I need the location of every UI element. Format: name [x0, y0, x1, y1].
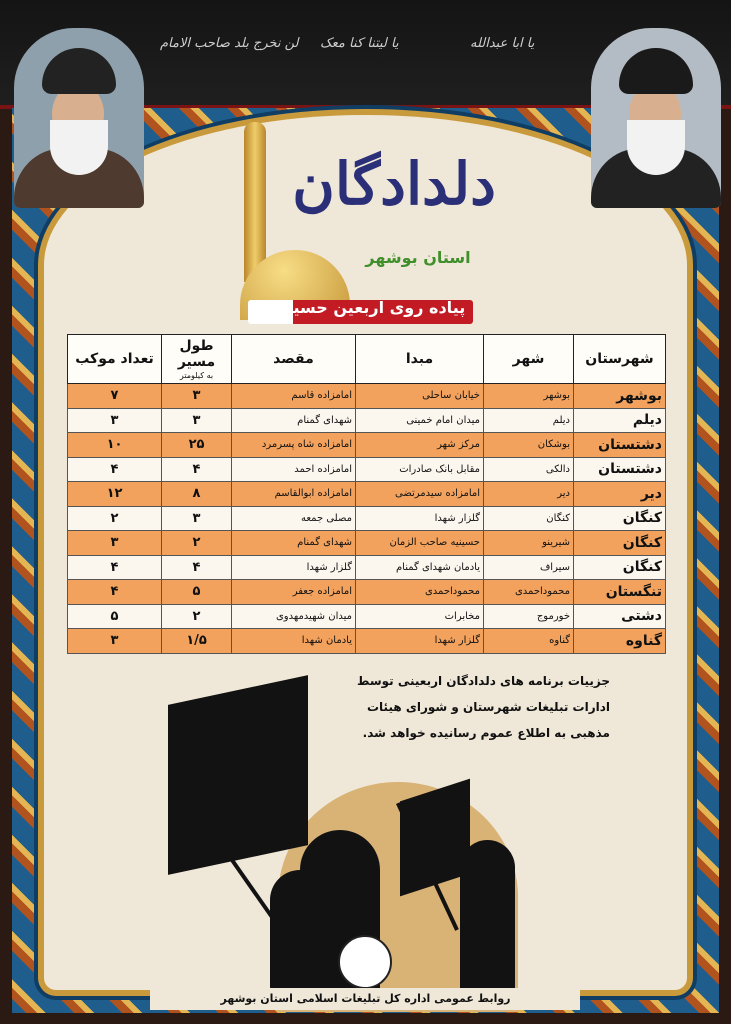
- cell-length: ۲: [162, 604, 232, 629]
- column-header-mawkib-count: تعداد موکب: [68, 335, 162, 384]
- cell-origin: گلزار شهدا: [356, 506, 484, 531]
- cell-origin: گلزار شهدا: [356, 629, 484, 654]
- notice-line-2: ادارات تبلیغات شهرستان و شورای هیئات: [366, 700, 610, 714]
- cell-length: ۴: [162, 555, 232, 580]
- cell-length: ۸: [162, 482, 232, 507]
- cell-city: سیراف: [484, 555, 574, 580]
- cell-mawkib-count: ۱۲: [68, 482, 162, 507]
- banner-calligraphy-1: لن نخرج بلد صاحب الامام: [160, 36, 299, 51]
- table-row: [68, 555, 666, 580]
- cell-mawkib-count: ۴: [68, 457, 162, 482]
- cell-county: کنگان: [574, 555, 666, 580]
- cell-mawkib-count: ۴: [68, 555, 162, 580]
- column-header-length: [162, 335, 232, 384]
- cell-length: ۵: [162, 580, 232, 605]
- cell-mawkib-count: ۱۰: [68, 433, 162, 458]
- cell-destination: مصلی جمعه: [232, 506, 356, 531]
- cell-destination: گلزار شهدا: [232, 555, 356, 580]
- table-row: [68, 384, 666, 409]
- cell-mawkib-count: ۵: [68, 604, 162, 629]
- cell-mawkib-count: ۳: [68, 531, 162, 556]
- cell-destination: میدان شهیدمهدوی: [232, 604, 356, 629]
- cell-origin: مخابرات: [356, 604, 484, 629]
- cell-origin: یادمان شهدای گمنام: [356, 555, 484, 580]
- cell-city: بوشهر: [484, 384, 574, 409]
- table-row: [68, 457, 666, 482]
- table-row: [68, 580, 666, 605]
- cell-destination: امامزاده شاه پسرمرد: [232, 433, 356, 458]
- column-header-city: شهر: [484, 335, 574, 384]
- table-row: [68, 531, 666, 556]
- cell-destination: امامزاده احمد: [232, 457, 356, 482]
- cell-city: گناوه: [484, 629, 574, 654]
- flag-left: [168, 675, 308, 875]
- cell-county: دیر: [574, 482, 666, 507]
- cell-mawkib-count: ۴: [68, 580, 162, 605]
- column-header-length-label: طول مسیر: [177, 338, 216, 370]
- pilgrim-silhouette-2: [270, 870, 330, 990]
- notice-line-1: جزییات برنامه های دلدادگان اربعینی توسط: [357, 674, 610, 688]
- cell-length: ۲۵: [162, 433, 232, 458]
- province-subtitle: استان بوشهر: [365, 248, 471, 267]
- cell-county: تنگستان: [574, 580, 666, 605]
- banner-calligraphy-2: یا لیتنا کنا معک: [320, 36, 399, 51]
- cell-county: دیلم: [574, 408, 666, 433]
- cell-county: کنگان: [574, 506, 666, 531]
- cell-destination: شهدای گمنام: [232, 408, 356, 433]
- column-header-county: شهرستان: [574, 335, 666, 384]
- cell-origin: خیابان ساحلی: [356, 384, 484, 409]
- cell-destination: شهدای گمنام: [232, 531, 356, 556]
- cell-origin: مقابل بانک صادرات: [356, 457, 484, 482]
- cell-origin: مرکز شهر: [356, 433, 484, 458]
- table-header-row: [68, 335, 666, 384]
- schedule-table: [67, 334, 666, 654]
- column-header-destination: مقصد: [232, 335, 356, 384]
- cell-county: دشتی: [574, 604, 666, 629]
- cell-origin: محموداحمدی: [356, 580, 484, 605]
- cell-destination: یادمان شهدا: [232, 629, 356, 654]
- length-unit: به کیلومتر: [179, 371, 214, 380]
- cell-mawkib-count: ۷: [68, 384, 162, 409]
- cell-county: گناوه: [574, 629, 666, 654]
- cell-length: ۳: [162, 506, 232, 531]
- cell-city: دیر: [484, 482, 574, 507]
- banner-calligraphy-3: یا ابا عبدالله: [470, 36, 535, 51]
- cell-length: ۱/۵: [162, 629, 232, 654]
- notice-text: [270, 668, 610, 746]
- table-row: [68, 482, 666, 507]
- cell-city: کنگان: [484, 506, 574, 531]
- cell-length: ۳: [162, 408, 232, 433]
- cell-length: ۲: [162, 531, 232, 556]
- pilgrim-silhouette-3: [460, 840, 515, 990]
- cell-city: محموداحمدی: [484, 580, 574, 605]
- cell-city: بوشکان: [484, 433, 574, 458]
- cell-length: ۳: [162, 384, 232, 409]
- cell-length: ۴: [162, 457, 232, 482]
- cell-county: دشتستان: [574, 457, 666, 482]
- cell-origin: حسینیه صاحب الزمان: [356, 531, 484, 556]
- cell-mawkib-count: ۳: [68, 408, 162, 433]
- portrait-right: [591, 28, 721, 208]
- table-row: [68, 433, 666, 458]
- cell-destination: امامزاده ابوالقاسم: [232, 482, 356, 507]
- table-row: [68, 408, 666, 433]
- cell-county: دشتستان: [574, 433, 666, 458]
- cell-city: شیرینو: [484, 531, 574, 556]
- page-title: دلدادگان: [292, 150, 496, 218]
- table-row: [68, 604, 666, 629]
- cell-mawkib-count: ۳: [68, 629, 162, 654]
- portrait-left: [14, 28, 144, 208]
- table-row: [68, 629, 666, 654]
- cell-destination: امامزاده جعفر: [232, 580, 356, 605]
- table-row: [68, 506, 666, 531]
- cell-destination: امامزاده قاسم: [232, 384, 356, 409]
- cell-origin: میدان امام خمینی: [356, 408, 484, 433]
- cell-county: بوشهر: [574, 384, 666, 409]
- cell-city: خورموج: [484, 604, 574, 629]
- cell-city: دیلم: [484, 408, 574, 433]
- cell-mawkib-count: ۲: [68, 506, 162, 531]
- column-header-origin: مبدا: [356, 335, 484, 384]
- cell-origin: امامزاده سیدمرتضی: [356, 482, 484, 507]
- notice-line-3: مذهبی به اطلاع عموم رسانیده خواهد شد.: [362, 726, 610, 740]
- cell-county: کنگان: [574, 531, 666, 556]
- organization-emblem-icon: [338, 935, 392, 989]
- cell-city: دالکی: [484, 457, 574, 482]
- footer-credit: روابط عمومی اداره کل تبلیغات اسلامی استان بوشهر: [220, 992, 511, 1005]
- ribbon-text: پیاده روی اربعین حسینی: [270, 298, 466, 317]
